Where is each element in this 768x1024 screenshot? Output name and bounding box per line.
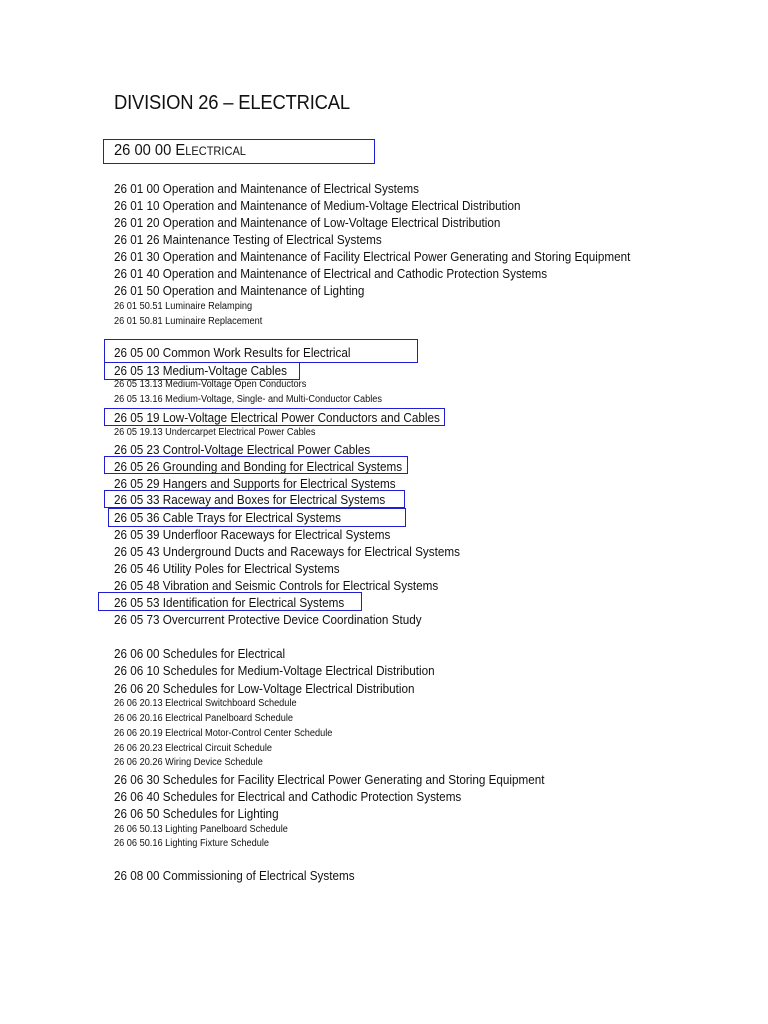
spec-line: 26 06 00 Schedules for Electrical [114,646,286,661]
spec-line: 26 01 40 Operation and Maintenance of Electrical and Cathodic Protection Systems [114,266,548,281]
spec-line: 26 06 50 Schedules for Lighting [114,806,279,821]
spec-line: 26 01 20 Operation and Maintenance of Low-Voltage Electrical Distribution [114,215,501,230]
spec-line: 26 06 20.23 Electrical Circuit Schedule [114,743,273,754]
spec-line: 26 05 23 Control-Voltage Electrical Power Cables [114,442,371,457]
section-number: 26 00 00 [114,142,172,159]
spec-line: 26 05 19 Low-Voltage Electrical Power Conductors and Cables [114,410,440,425]
spec-line: 26 05 36 Cable Trays for Electrical Systems [114,510,341,525]
spec-line: 26 05 73 Overcurrent Protective Device Coordination Study [114,612,422,627]
page-title: DIVISION 26 – ELECTRICAL [114,92,350,114]
spec-line: 26 06 10 Schedules for Medium-Voltage Electrical Distribution [114,663,435,678]
spec-line: 26 05 48 Vibration and Seismic Controls for Electrical Systems [114,578,439,593]
section-initial: E [175,142,186,159]
spec-line: 26 01 50.81 Luminaire Replacement [114,316,263,327]
spec-line: 26 01 30 Operation and Maintenance of Facility Electrical Power Generating and Storing Equipment [114,249,631,264]
spec-line: 26 05 43 Underground Ducts and Raceways for Electrical Systems [114,544,460,559]
spec-line: 26 05 53 Identification for Electrical Systems [114,595,345,610]
spec-line: 26 06 20.26 Wiring Device Schedule [114,757,263,768]
spec-line: 26 05 46 Utility Poles for Electrical Systems [114,561,340,576]
highlight-box-260513 [104,362,300,380]
section-name-rest: LECTRICAL [185,144,246,158]
spec-line: 26 05 39 Underfloor Raceways for Electrical Systems [114,527,391,542]
spec-line: 26 05 13.13 Medium-Voltage Open Conductors [114,379,307,390]
spec-line: 26 01 10 Operation and Maintenance of Medium-Voltage Electrical Distribution [114,198,521,213]
highlight-box-section [103,139,375,164]
spec-line: 26 06 50.16 Lighting Fixture Schedule [114,838,269,849]
spec-line: 26 06 20.13 Electrical Switchboard Schedule [114,698,297,709]
spec-line: 26 06 40 Schedules for Electrical and Cathodic Protection Systems [114,789,462,804]
highlight-box-260533 [104,490,405,508]
spec-line: 26 01 00 Operation and Maintenance of Electrical Systems [114,181,420,196]
highlight-box-260536 [108,508,406,527]
spec-line: 26 06 50.13 Lighting Panelboard Schedule [114,824,288,835]
spec-line: 26 05 13 Medium-Voltage Cables [114,363,288,378]
spec-line: 26 01 26 Maintenance Testing of Electrical Systems [114,232,382,247]
highlight-box-260553 [98,592,362,611]
spec-line: 26 06 20 Schedules for Low-Voltage Electrical Distribution [114,681,415,696]
spec-line: 26 05 13.16 Medium-Voltage, Single- and Multi-Conductor Cables [114,394,382,405]
spec-line: 26 05 33 Raceway and Boxes for Electrical Systems [114,492,386,507]
spec-line: 26 06 30 Schedules for Facility Electrical Power Generating and Storing Equipment [114,772,545,787]
spec-line: 26 08 00 Commissioning of Electrical Systems [114,868,355,883]
spec-line: 26 01 50.51 Luminaire Relamping [114,301,253,312]
spec-line: 26 06 20.16 Electrical Panelboard Schedule [114,713,294,724]
highlight-box-260519 [104,408,445,426]
spec-line: 26 05 26 Grounding and Bonding for Electrical Systems [114,459,403,474]
spec-line: 26 05 29 Hangers and Supports for Electrical Systems [114,476,396,491]
spec-line: 26 06 20.19 Electrical Motor-Control Center Schedule [114,728,333,739]
spec-line: 26 01 50 Operation and Maintenance of Lighting [114,283,365,298]
highlight-box-260526 [104,456,408,474]
spec-line: 26 05 00 Common Work Results for Electrical [114,345,351,360]
spec-line: 26 05 19.13 Undercarpet Electrical Power Cables [114,427,316,438]
highlight-box-260500 [104,339,418,363]
